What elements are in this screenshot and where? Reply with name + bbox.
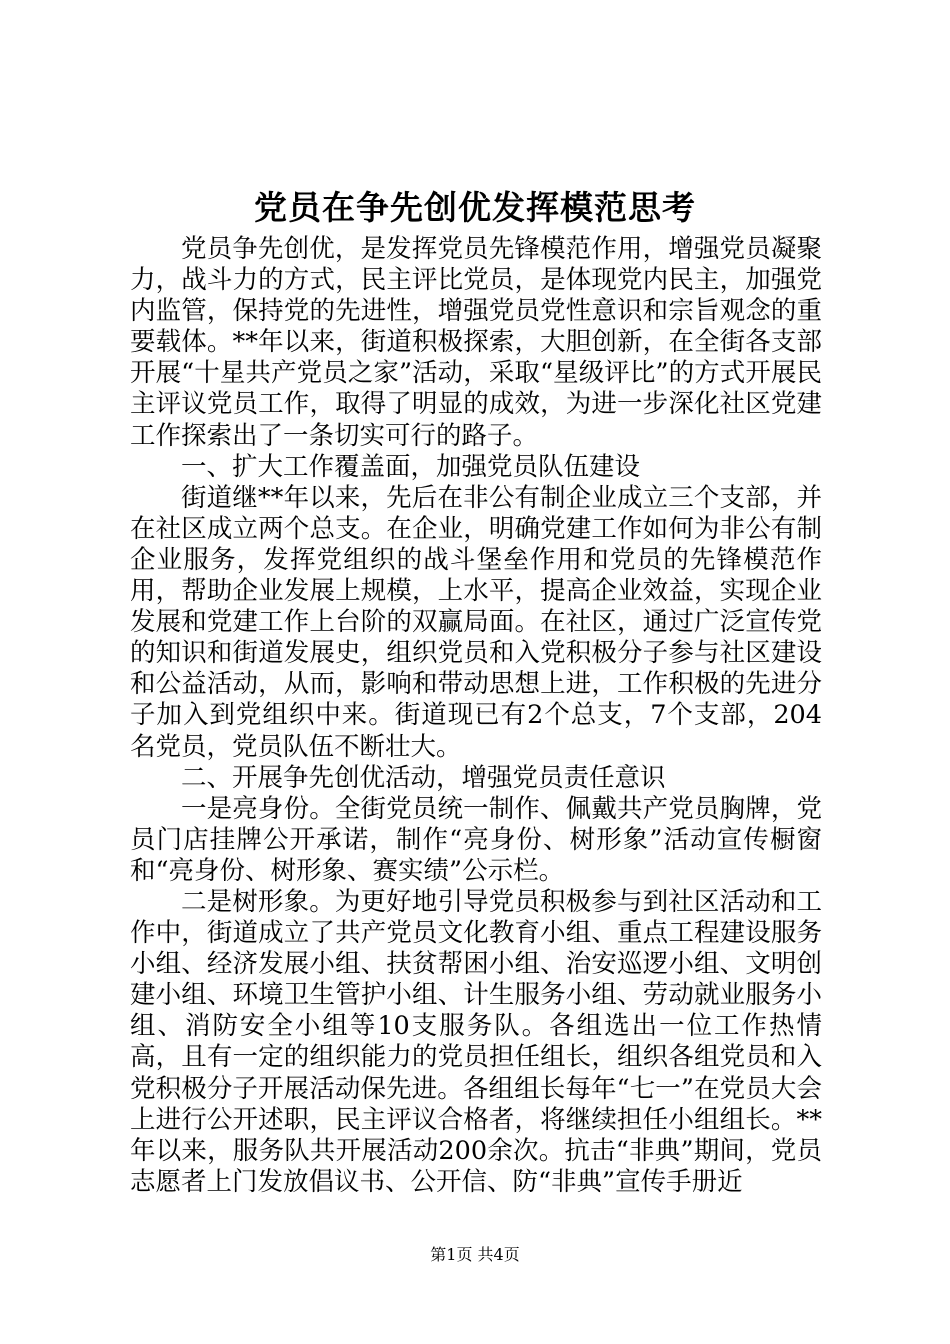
section-heading-2: 二、开展争先创优活动，增强党员责任意识 [181, 762, 666, 793]
paragraph-section-1: 街道继**年以来，先后在非公有制企业成立三个支部，并在社区成立两个总支。在企业，明确党建工作如何为非公有制企业服务，发挥党组织的战斗堡垒作用和党员的先锋模范作用，帮助企业发展上规模，上水平，提高企业效益，实现企业发展和党建工作上台阶的双赢局面。在社区，通过广泛宣传党的知识和街道发展史，组织党员和入党积极分子参与社区建设和公益活动，从而，影响和带动思想上进，工作积极的先进分子加入到党组织中来。街道现已有2个总支，7个支部，204名党员，党员队伍不断壮大。 [130, 482, 822, 762]
paragraph-set-example: 二是树形象。为更好地引导党员积极参与到社区活动和工作中，街道成立了共产党员文化教育小组、重点工程建设服务小组、经济发展小组、扶贫帮困小组、治安巡逻小组、文明创建小组、环境卫生管护小组、计生服务小组、劳动就业服务小组、消防安全小组等10支服务队。各组选出一位工作热情高，且有一定的组织能力的党员担任组长，组织各组党员和入党积极分子开展活动保先进。各组组长每年“七一”在党员大会上进行公开述职，民主评议合格者，将继续担任小组组长。**年以来，服务队共开展活动200余次。抗击“非典”期间，党员志愿者上门发放倡议书、公开信、防“非典”宣传手册近 [130, 886, 822, 1197]
paragraph-show-identity: 一是亮身份。全街党员统一制作、佩戴共产党员胸牌，党员门店挂牌公开承诺，制作“亮身份、树形象”活动宣传橱窗和“亮身份、树形象、赛实绩”公示栏。 [130, 793, 822, 886]
paragraph-intro: 党员争先创优，是发挥党员先锋模范作用，增强党员凝聚力，战斗力的方式，民主评比党员，是体现党内民主，加强党内监管，保持党的先进性，增强党员党性意识和宗旨观念的重要载体。**年以来，街道积极探索，大胆创新，在全街各支部开展“十星共产党员之家”活动，采取“星级评比”的方式开展民主评议党员工作，取得了明显的成效，为进一步深化社区党建工作探索出了一条切实可行的路子。 [130, 234, 822, 451]
document-body [130, 234, 822, 1198]
section-heading-1: 一、扩大工作覆盖面，加强党员队伍建设 [181, 451, 641, 482]
page-number-footer: 第1页 共4页 [430, 1245, 520, 1264]
document-title: 党员在争先创优发挥模范思考 [254, 188, 696, 227]
